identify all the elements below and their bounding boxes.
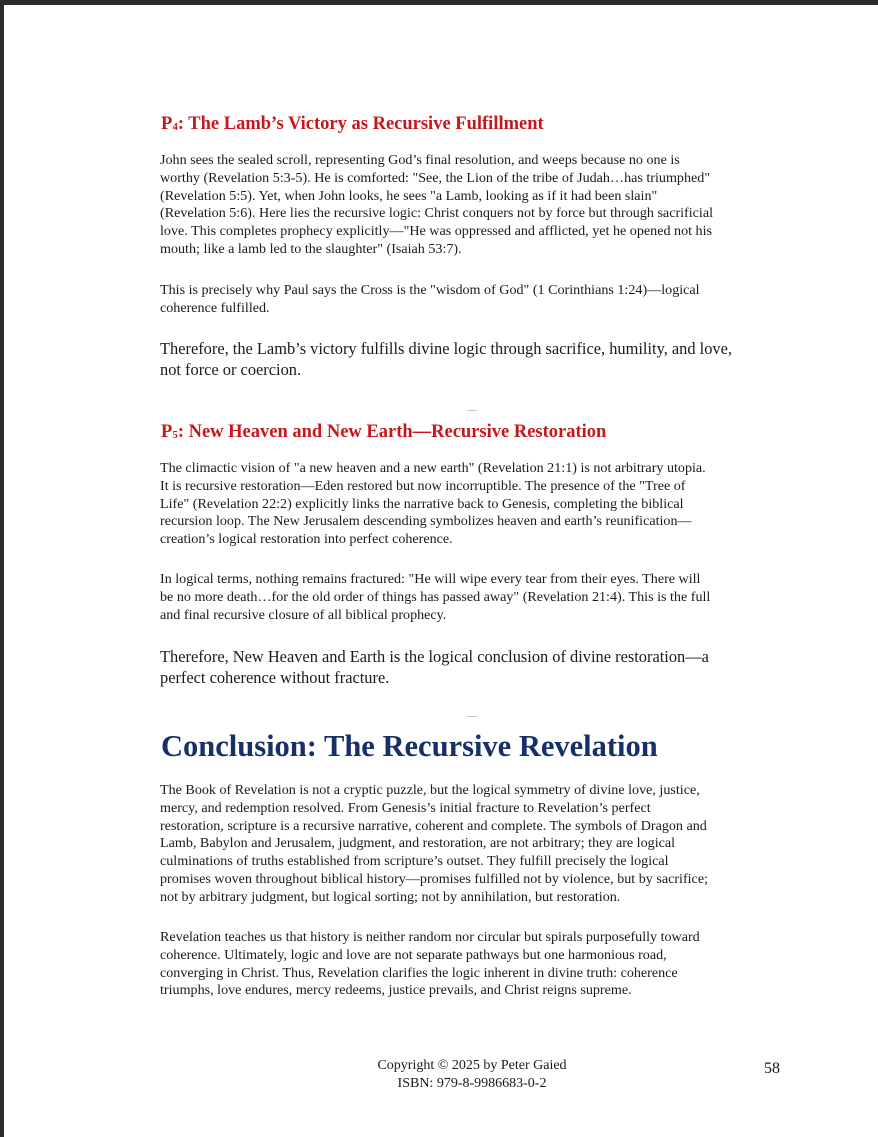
text-line: promises woven throughout biblical history—promises fulfilled not by violence, but by sacrifice; [160,870,708,887]
text-line: not force or coercion. [160,359,302,379]
section-divider [467,410,477,411]
text-line: mouth; like a lamb led to the slaughter" (Isaiah 53:7). [160,240,462,257]
page-number: 58 [764,1060,780,1077]
heading-prefix: P [161,114,173,134]
text-line: coherence. Ultimately, logic and love are not separate pathways but one harmonious road, [160,946,667,963]
text-line: recursion loop. The New Jerusalem descending symbolizes heaven and earth’s reunification— [160,513,692,530]
text-line: (Revelation 5:5). Yet, when John looks, he sees "a Lamb, looking as if it had been slain" [160,187,658,204]
text-line: converging in Christ. Thus, Revelation clarifies the logic inherent in divine truth: coherence [160,964,678,981]
paragraph-p4-conclusion [160,339,786,380]
text-line: The climactic vision of "a new heaven and a new earth" (Revelation 21:1) is not arbitrary utopia. [160,460,706,476]
heading-prefix: P [161,422,173,442]
isbn-text: ISBN: 979-8-9986683-0-2 [397,1076,547,1091]
text-line: Lamb, Babylon and Jerusalem, judgment, and restoration, are not arbitrary; they are logical [160,835,676,852]
text-line: restoration, scripture is a recursive narrative, coherent and complete. The symbols of Dragon and [160,817,707,834]
text-line: be no more death…for the old order of things has passed away" (Revelation 21:4). This is the full [160,588,711,605]
section-divider [467,716,477,717]
text-line: Therefore, New Heaven and Earth is the logical conclusion of divine restoration—a [160,647,709,666]
document-page [4,5,878,1137]
paragraph-p5-1 [160,460,786,549]
paragraph-p5-2 [160,571,786,624]
text-line: Revelation teaches us that history is neither random nor circular but spirals purposefully toward [160,929,700,945]
heading-subscript: 5 [172,429,178,441]
paragraph-p4-2 [160,282,786,318]
paragraph-p4-1 [160,152,786,259]
copyright-text: Copyright © 2025 by Peter Gaied [377,1058,567,1073]
text-line: The Book of Revelation is not a cryptic puzzle, but the logical symmetry of divine love, justice, [160,782,700,798]
text-line: triumphs, love endures, mercy redeems, justice prevails, and Christ reigns supreme. [160,982,632,999]
text-line: perfect coherence without fracture. [160,667,390,687]
heading-text: : New Heaven and New Earth—Recursive Restoration [177,422,607,442]
paragraph-p5-conclusion [160,647,786,688]
text-line: In logical terms, nothing remains fractured: "He will wipe every tear from their eyes. There will [160,571,701,587]
heading-text: : The Lamb’s Victory as Recursive Fulfillment [177,114,544,134]
text-line: love. This completes prophecy explicitly—"He was oppressed and afflicted, yet he opened not his [160,223,713,240]
section-heading-p5 [161,421,606,446]
text-line: Life" (Revelation 22:2) explicitly links the narrative back to Genesis, completing the biblical [160,495,684,512]
paragraph-conclusion-2 [160,929,786,1000]
text-line: not by arbitrary judgment, but logical sorting; not by annihilation, but restoration. [160,888,621,905]
text-line: culminations of truths established from scripture’s outset. They fulfill precisely the logical [160,853,669,870]
heading-subscript: 4 [172,121,178,133]
text-line: coherence fulfilled. [160,299,270,316]
text-line: This is precisely why Paul says the Cross is the "wisdom of God" (1 Corinthians 1:24)—logical [160,282,700,298]
text-line: mercy, and redemption resolved. From Genesis’s initial fracture to Revelation’s perfect [160,799,651,816]
page-footer [304,1057,640,1093]
section-heading-p4 [161,113,544,138]
text-line: (Revelation 5:6). Here lies the recursive logic: Christ conquers not by force but through sacrificial [160,205,714,222]
text-line: Therefore, the Lamb’s victory fulfills divine logic through sacrifice, humility, and love, [160,339,732,358]
conclusion-heading: Conclusion: The Recursive Revelation [161,729,658,763]
text-line: It is recursive restoration—Eden restored but now incorruptible. The presence of the "Tree of [160,477,686,494]
text-line: creation’s logical restoration into perfect coherence. [160,531,453,548]
text-line: John sees the sealed scroll, representing God’s final resolution, and weeps because no one is [160,152,680,168]
text-line: and final recursive closure of all biblical prophecy. [160,606,447,623]
paragraph-conclusion-1 [160,782,786,907]
text-line: worthy (Revelation 5:3-5). He is comforted: "See, the Lion of the tribe of Judah…has triumphed" [160,169,711,186]
